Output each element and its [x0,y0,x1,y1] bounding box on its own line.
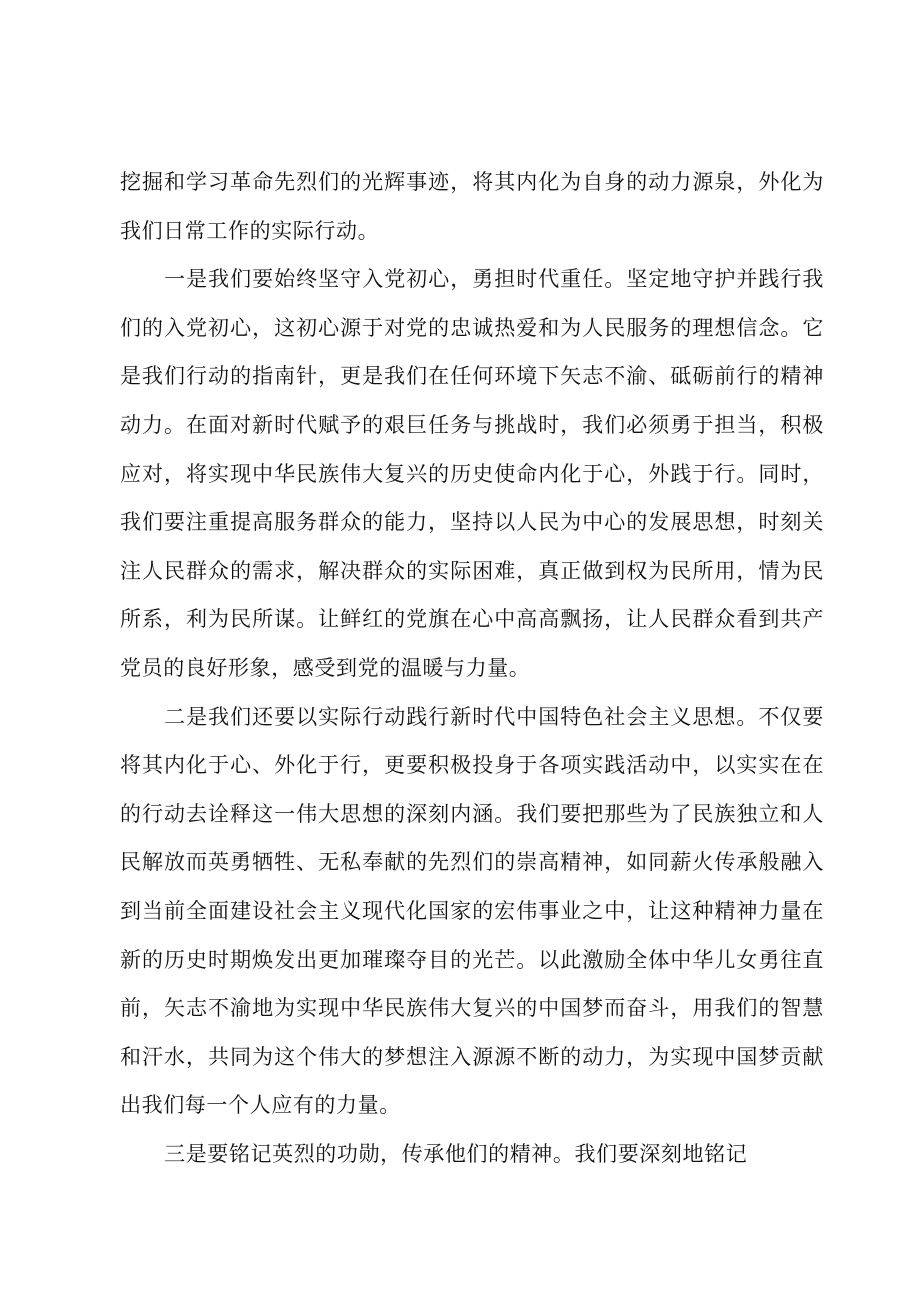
paragraph-continuation: 挖掘和学习革命先烈们的光辉事迹，将其内化为自身的动力源泉，外化为我们日常工作的实际行动。 [120,170,824,243]
document-body [120,158,824,1178]
paragraph-point-three: 三是要铭记英烈的功勋，传承他们的精神。我们要深刻地铭记 [164,1141,748,1166]
paragraph-point-two: 二是我们还要以实际行动践行新时代中国特色社会主义思想。不仅要将其内化于心、外化于行，更要积极投身于各项实践活动中，以实实在在的行动去诠释这一伟大思想的深刻内涵。我们要把那些为了民族独立和人民解放而英勇牺牲、无私奉献的先烈们的崇高精神，如同薪火传承般融入到当前全面建设社会主义现代化国家的宏伟事业之中，让这种精神力量在新的历史时期焕发出更加璀璨夺目的光芒。以此激励全体中华儿女勇往直前，矢志不渝地为实现中华民族伟大复兴的中国梦而奋斗，用我们的智慧和汗水，共同为这个伟大的梦想注入源源不断的动力，为实现中国梦贡献出我们每一个人应有的力量。 [120,704,824,1118]
paragraph-point-one: 一是我们要始终坚守入党初心，勇担时代重任。坚定地守护并践行我们的入党初心，这初心源于对党的忠诚热爱和为人民服务的理想信念。它是我们行动的指南针，更是我们在任何环境下矢志不渝、砥砺前行的精神动力。在面对新时代赋予的艰巨任务与挑战时，我们必须勇于担当，积极应对，将实现中华民族伟大复兴的历史使命内化于心，外践于行。同时，我们要注重提高服务群众的能力，坚持以人民为中心的发展思想，时刻关注人民群众的需求，解决群众的实际困难，真正做到权为民所用，情为民所系，利为民所谋。让鲜红的党旗在心中高高飘扬，让人民群众看到共产党员的良好形象，感受到党的温暖与力量。 [120,267,824,680]
